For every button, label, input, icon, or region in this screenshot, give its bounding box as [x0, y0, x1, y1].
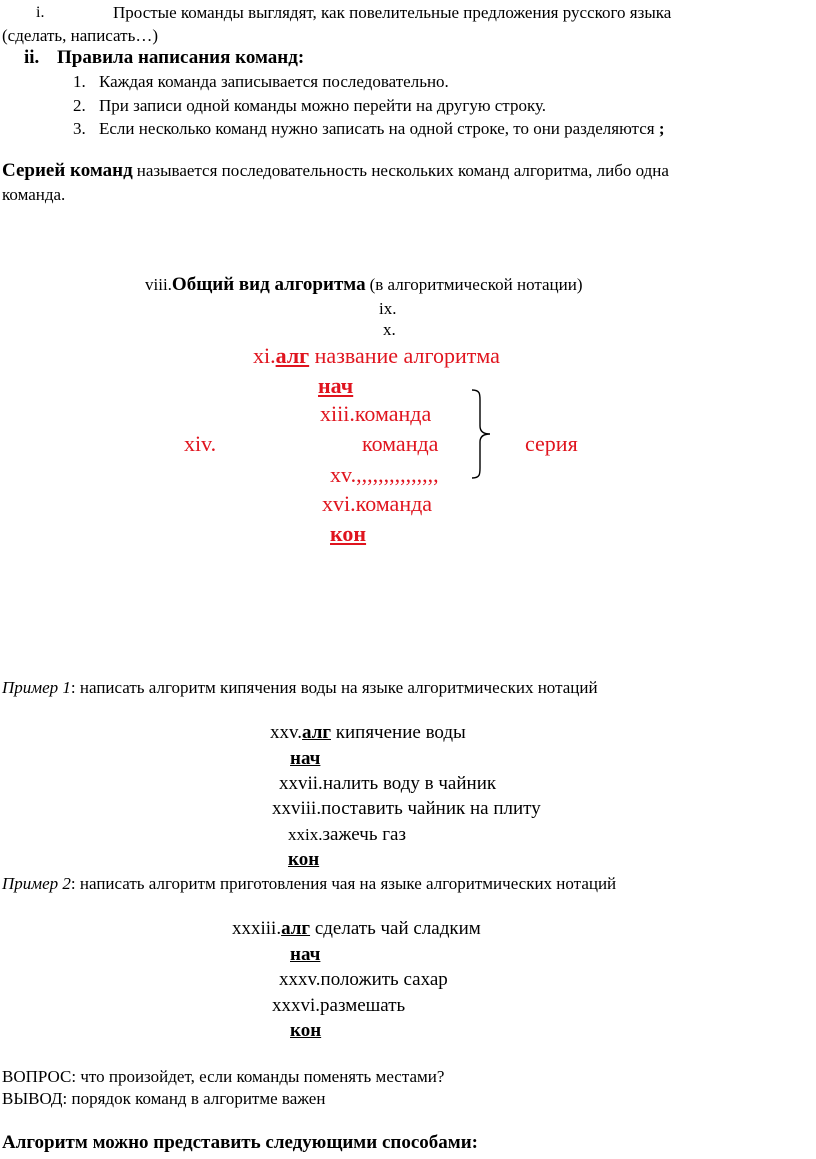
general-cmd1-line [320, 401, 431, 427]
series-definition-text: называется последовательность нескольких команд алгоритма, либо одна [136, 161, 669, 180]
rule-3-text: Если несколько команд нужно записать на одной строке, то они разделяются [99, 119, 655, 138]
ex2-begin: нач [290, 944, 321, 965]
rule-2-text: При записи одной команды можно перейти на другую строку. [99, 96, 547, 115]
ex1-begin: нач [290, 748, 321, 769]
ex2-step1-text: положить сахар [320, 969, 448, 990]
series-definition-continued: команда. [2, 185, 66, 204]
question-text: ВОПРОС: что произойдет, если команды поменять местами? [2, 1067, 445, 1086]
rules-number: ii. [24, 47, 40, 68]
general-end: кон [330, 521, 367, 546]
general-alg-keyword: алг [275, 343, 310, 368]
ex1-step2-text: поставить чайник на плиту [321, 798, 541, 819]
ex1-alg-keyword: алг [302, 722, 331, 743]
series-term: Серией команд [2, 160, 133, 181]
general-alg-number: xi. [253, 343, 276, 368]
general-alg-name: название алгоритма [314, 343, 500, 368]
example1-line [2, 678, 598, 698]
example2-label: Пример 2 [2, 874, 71, 893]
ex1-step3-number: xxix. [288, 825, 323, 844]
rules-title: Правила написания команд: [57, 47, 305, 68]
general-alg-line [253, 343, 500, 369]
general-cmd1: команда [354, 401, 432, 426]
general-num-x: x. [383, 320, 396, 339]
ex2-step1-number: xxxv. [279, 969, 321, 990]
example1-label: Пример 1 [2, 678, 71, 697]
rule-3-separator: ; [658, 119, 665, 138]
general-cmd1-number: xiii. [320, 401, 355, 426]
general-cmd3: команда [355, 491, 433, 516]
general-number: viii. [145, 275, 172, 294]
ex2-alg-name: сделать чай сладким [314, 918, 481, 939]
ex1-step3-text: зажечь газ [322, 824, 406, 845]
rule-3-number: 3. [73, 119, 86, 138]
ex1-step2-number: xxviii. [272, 798, 322, 819]
general-dots-number: xv. [330, 462, 357, 487]
conclusion-text: ВЫВОД: порядок команд в алгоритме важен [2, 1089, 326, 1108]
ex2-alg-line [232, 918, 481, 940]
ex2-step2-text: размешать [320, 995, 406, 1016]
ex1-step1-number: xxvii. [279, 773, 323, 794]
general-cmd3-line [322, 491, 432, 517]
intro-text: Простые команды выглядят, как повелительные предложения русского языка [113, 3, 672, 22]
ex1-alg-line [270, 722, 466, 744]
rule-2-number: 2. [73, 96, 86, 115]
general-begin: нач [318, 373, 354, 398]
general-note: (в алгоритмической нотации) [369, 275, 583, 294]
general-cmd2: команда [362, 431, 439, 456]
general-num-ix: ix. [379, 299, 397, 318]
example1-text: : написать алгоритм кипячения воды на языке алгоритмических нотаций [70, 678, 598, 697]
general-xiv: xiv. [184, 431, 217, 456]
general-dots-line [330, 462, 439, 488]
ex2-step1 [279, 969, 448, 991]
series-label: серия [525, 431, 578, 456]
series-definition [2, 160, 669, 182]
intro-number: i. [36, 4, 45, 21]
ex1-alg-number: xxv. [270, 722, 303, 743]
example2-line [2, 874, 616, 894]
general-title: Общий вид алгоритма [171, 274, 366, 295]
ex1-alg-name: кипячение воды [335, 722, 466, 743]
rule-3-line [99, 119, 665, 139]
example2-text: : написать алгоритм приготовления чая на языке алгоритмических нотаций [70, 874, 617, 893]
ex1-step2 [272, 798, 541, 820]
rule-1-number: 1. [73, 72, 86, 91]
ex1-end: кон [288, 849, 320, 870]
rule-1-text: Каждая команда записывается последовательно. [99, 72, 449, 91]
ex2-step2-number: xxxvi. [272, 995, 321, 1016]
ex2-end: кон [290, 1020, 322, 1041]
ways-heading: Алгоритм можно представить следующими способами: [2, 1132, 478, 1153]
general-cmd3-number: xvi. [322, 491, 356, 516]
ex1-step1-text: налить воду в чайник [322, 773, 497, 794]
ex1-step3 [288, 824, 406, 846]
general-dots: ,,,,,,,,,,,,,,, [356, 462, 439, 487]
ex2-step2 [272, 995, 405, 1017]
ex2-alg-number: xxxiii. [232, 918, 282, 939]
ex2-alg-keyword: алг [281, 918, 311, 939]
general-heading [145, 274, 582, 296]
series-brace [470, 388, 494, 480]
intro-text-continued: (сделать, написать…) [2, 26, 158, 45]
ex1-step1 [279, 773, 496, 795]
